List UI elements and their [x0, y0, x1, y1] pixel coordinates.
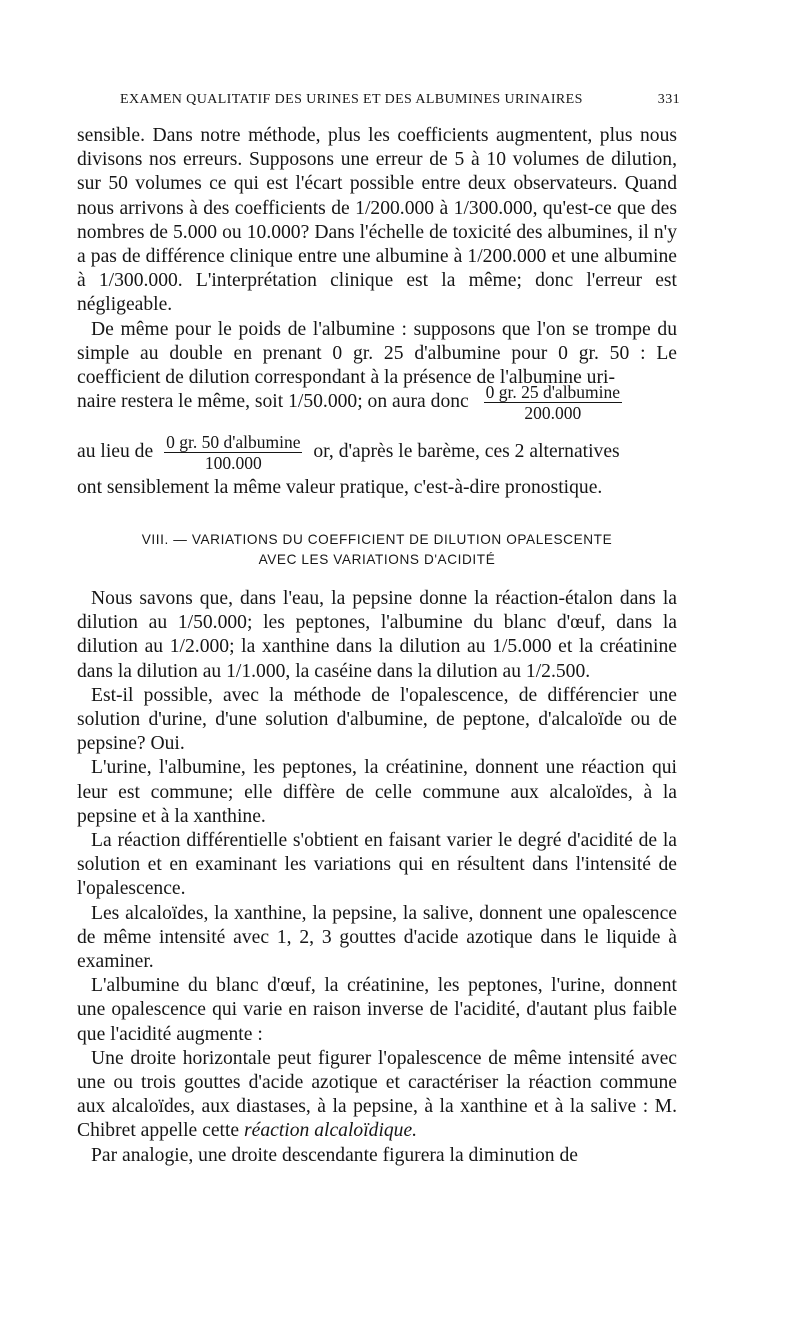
- paragraph: Par analogie, une droite descendante figurera la diminution de: [91, 1144, 578, 1166]
- fraction-denominator: 100.000: [204, 453, 262, 473]
- formula-line-2: [77, 432, 677, 473]
- text-block-top-end: [77, 476, 677, 500]
- paragraph: L'urine, l'albumine, les peptones, la créatinine, donnent une réaction qui leur est commune; elle diffère de celle commune aux alcaloïdes, à la pepsine et à la xanthine.: [77, 757, 677, 827]
- fraction-denominator: 200.000: [524, 403, 582, 423]
- paragraph: [77, 1047, 677, 1144]
- paragraph: Est-il possible, avec la méthode de l'opalescence, de différencier une solution d'urine, d'une solution d'albumine, de peptone, d'alcaloïde ou de pepsine? Oui.: [77, 684, 677, 755]
- fraction-numerator: 0 gr. 25 d'albumine: [485, 382, 621, 402]
- fraction-numerator: 0 gr. 50 d'albumine: [166, 432, 301, 452]
- paragraph: Nous savons que, dans l'eau, la pepsine donne la réaction-étalon dans la dilution au 1/50.000; les peptones, l'albumine du blanc d'œuf, dans la dilution au 1/2.000; la xanthine dans la dilution au 1/5.000 et la créatinine dans la dilution au 1/1.000, la caséine dans la dilution au 1/2.500.: [77, 588, 677, 682]
- paragraph-text: Une droite horizontale peut figurer l'opalescence de même intensité avec une ou trois gouttes d'acide azotique et caractériser la réaction commune aux alcaloïdes, aux diastases, à la pepsine, à la xanthine et à la salive : M. Chibret appelle cette: [77, 1047, 677, 1142]
- fraction: [164, 432, 302, 473]
- section-heading: [77, 530, 677, 570]
- section-heading-line-2: AVEC LES VARIATIONS D'ACIDITÉ: [258, 552, 496, 567]
- text-block-section: [77, 587, 677, 1168]
- formula-lead-text: naire restera le même, soit 1/50.000; on aura donc: [77, 391, 469, 412]
- running-title: EXAMEN QUALITATIF DES URINES ET DES ALBUMINES URINAIRES: [120, 92, 583, 107]
- text-block-top: [77, 124, 677, 390]
- italic-term: réaction alcaloïdique.: [244, 1120, 418, 1142]
- fraction: [484, 382, 622, 423]
- formula-trail-text: or, d'après le barème, ces 2 alternatives: [313, 441, 620, 462]
- formula-line-1: [77, 382, 677, 423]
- paragraph: sensible. Dans notre méthode, plus les coefficients augmentent, plus nous divisons nos erreurs. Supposons une erreur de 5 à 10 volumes de dilution, sur 50 volumes ce qui est l'écart possible entre deux observateurs. Quand nous arrivons à des coefficients de 1/200.000 à 1/300.000, qu'est-ce que des nombres de 5.000 ou 10.000? Dans l'échelle de toxicité des albumines, il n'y a pas de différence clinique entre une albumine à 1/200.000 et une albumine à 1/300.000. L'interprétation clinique est la même; donc l'erreur est négligeable.: [77, 125, 677, 316]
- paragraph: La réaction différentielle s'obtient en faisant varier le degré d'acidité de la solution et en examinant les variations qui en résultent dans l'intensité de l'opalescence.: [77, 830, 677, 900]
- paragraph: Les alcaloïdes, la xanthine, la pepsine, la salive, donnent une opalescence de même intensité avec 1, 2, 3 gouttes d'acide azotique dans le liquide à examiner.: [77, 902, 677, 973]
- paragraph: L'albumine du blanc d'œuf, la créatinine, les peptones, l'urine, donnent une opalescence qui varie en raison inverse de l'acidité, d'autant plus faible que l'acidité augmente :: [77, 975, 677, 1045]
- section-heading-line-1: VIII. — VARIATIONS DU COEFFICIENT DE DILUTION OPALESCENTE: [141, 532, 613, 547]
- formula-lead-text: au lieu de: [77, 441, 154, 462]
- running-header: [120, 92, 680, 108]
- paragraph: De même pour le poids de l'albumine : supposons que l'on se trompe du simple au double en prenant 0 gr. 25 d'albumine pour 0 gr. 50 : Le coefficient de dilution correspondant à la présence de l'albumine uri-: [77, 318, 677, 389]
- paragraph-continuation: ont sensiblement la même valeur pratique, c'est-à-dire pronostique.: [77, 477, 603, 498]
- page-number: 331: [657, 92, 680, 107]
